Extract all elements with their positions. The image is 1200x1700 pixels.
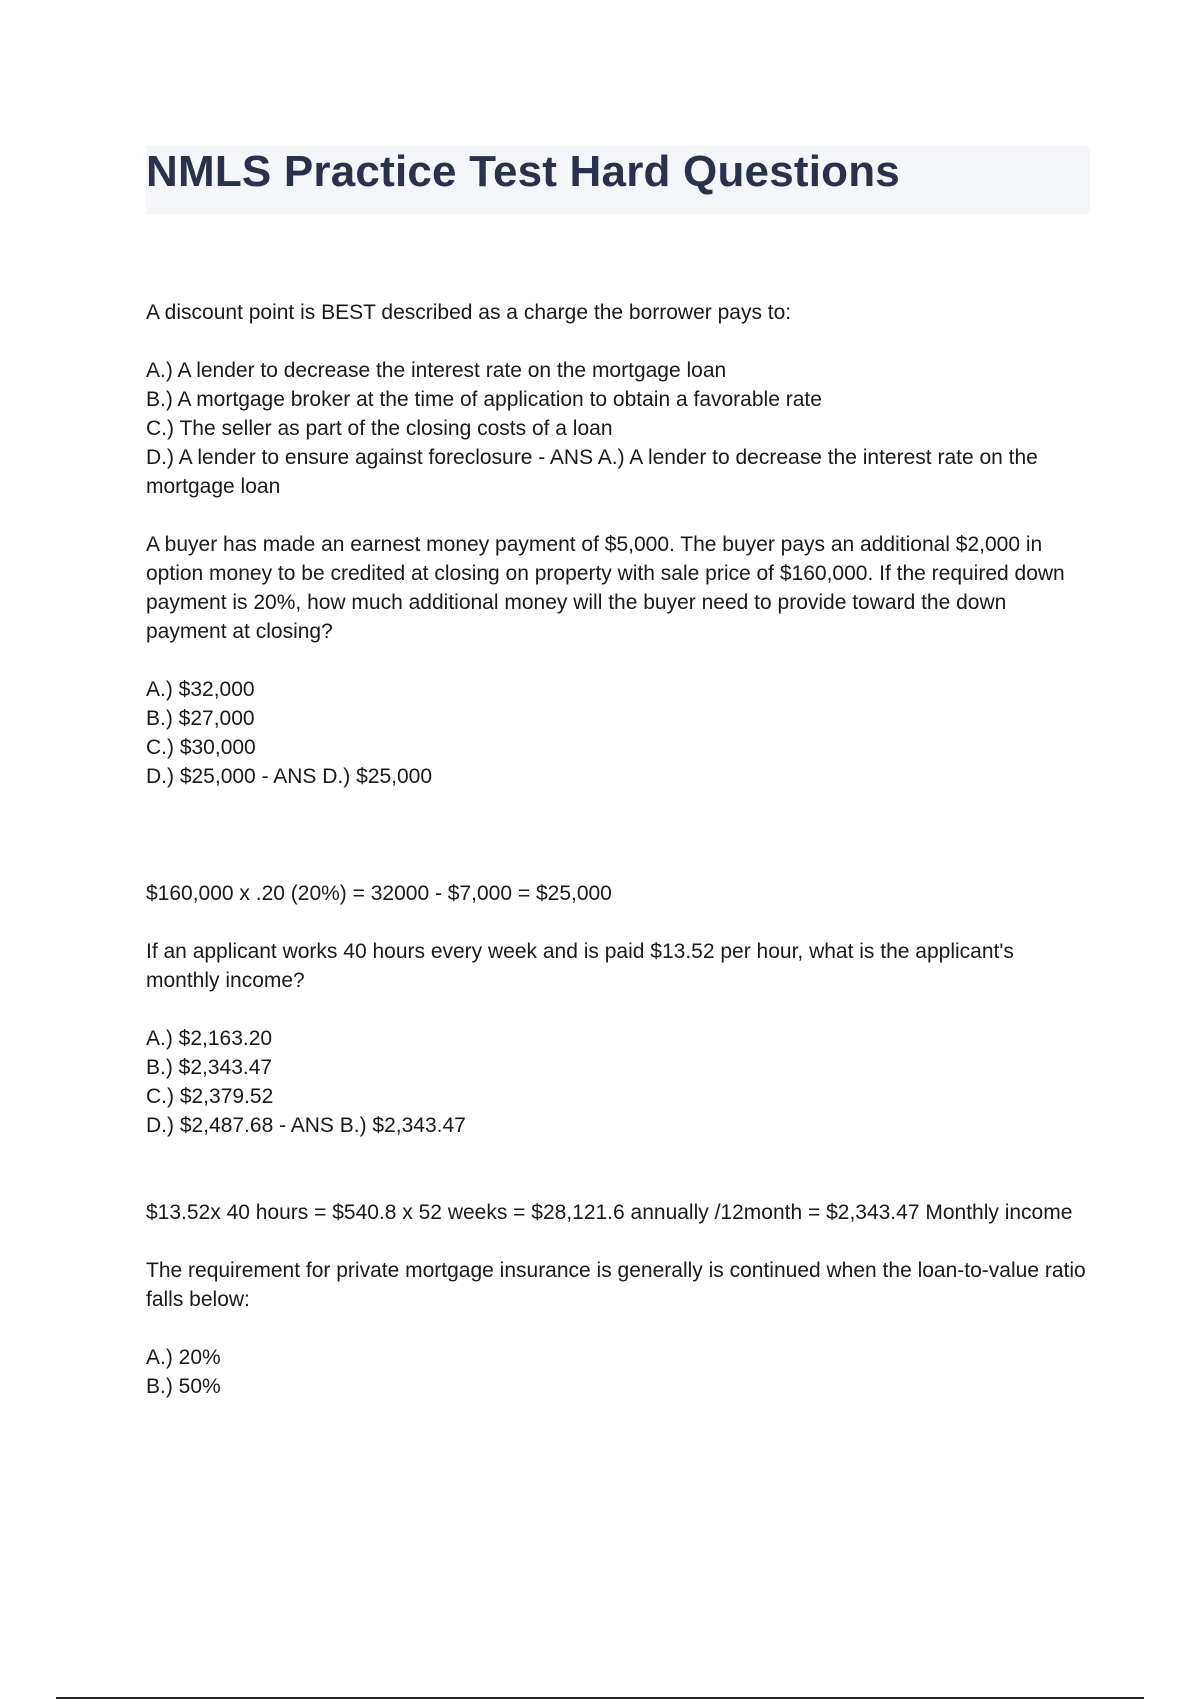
option-item: B.) 50% — [146, 1375, 221, 1398]
page-title: NMLS Practice Test Hard Questions — [146, 147, 900, 196]
option-item: C.) $2,379.52 — [146, 1085, 274, 1108]
question-3-explanation: $13.52x 40 hours = $540.8 x 52 weeks = $28,121.6 annually /12month = $2,343.47 Monthly income — [146, 1201, 1073, 1224]
option-item: B.) $2,343.47 — [146, 1056, 273, 1079]
question-2-stem: A buyer has made an earnest money payment of $5,000. The buyer pays an additional $2,000 in option money to be credited at closing on property with sale price of $160,000. If the required down payment is 20%, how much additional money will the buyer need to provide toward the down payment at closing? — [146, 533, 1065, 643]
option-item: A.) 20% — [146, 1346, 221, 1369]
question-3-options — [146, 1024, 1091, 1140]
question-3-stem: If an applicant works 40 hours every week and is paid $13.52 per hour, what is the applicant's monthly income? — [146, 940, 1014, 992]
option-item: A.) $32,000 — [146, 678, 255, 701]
footer-divider — [56, 1697, 1144, 1699]
option-item: B.) $27,000 — [146, 707, 255, 730]
option-item: C.) $30,000 — [146, 736, 256, 759]
question-1-stem: A discount point is BEST described as a charge the borrower pays to: — [146, 301, 792, 324]
option-item: A.) $2,163.20 — [146, 1027, 273, 1050]
question-2-options — [146, 675, 1091, 791]
option-item: C.) The seller as part of the closing costs of a loan — [146, 417, 613, 440]
question-content — [146, 298, 1091, 1401]
option-item: B.) A mortgage broker at the time of application to obtain a favorable rate — [146, 388, 822, 411]
question-1-options — [146, 356, 1091, 501]
option-item-with-answer: D.) $25,000 - ANS D.) $25,000 — [146, 765, 432, 788]
question-4-options — [146, 1343, 1091, 1401]
option-item: A.) A lender to decrease the interest rate on the mortgage loan — [146, 359, 727, 382]
question-2-explanation: $160,000 x .20 (20%) = 32000 - $7,000 = $25,000 — [146, 882, 612, 905]
question-4-stem: The requirement for private mortgage insurance is generally is continued when the loan-to-value ratio falls below: — [146, 1259, 1086, 1311]
option-item-with-answer: D.) $2,487.68 - ANS B.) $2,343.47 — [146, 1114, 466, 1137]
option-item-with-answer: D.) A lender to ensure against foreclosure - ANS A.) A lender to decrease the interest rate on the mortgage loan — [146, 446, 1038, 498]
